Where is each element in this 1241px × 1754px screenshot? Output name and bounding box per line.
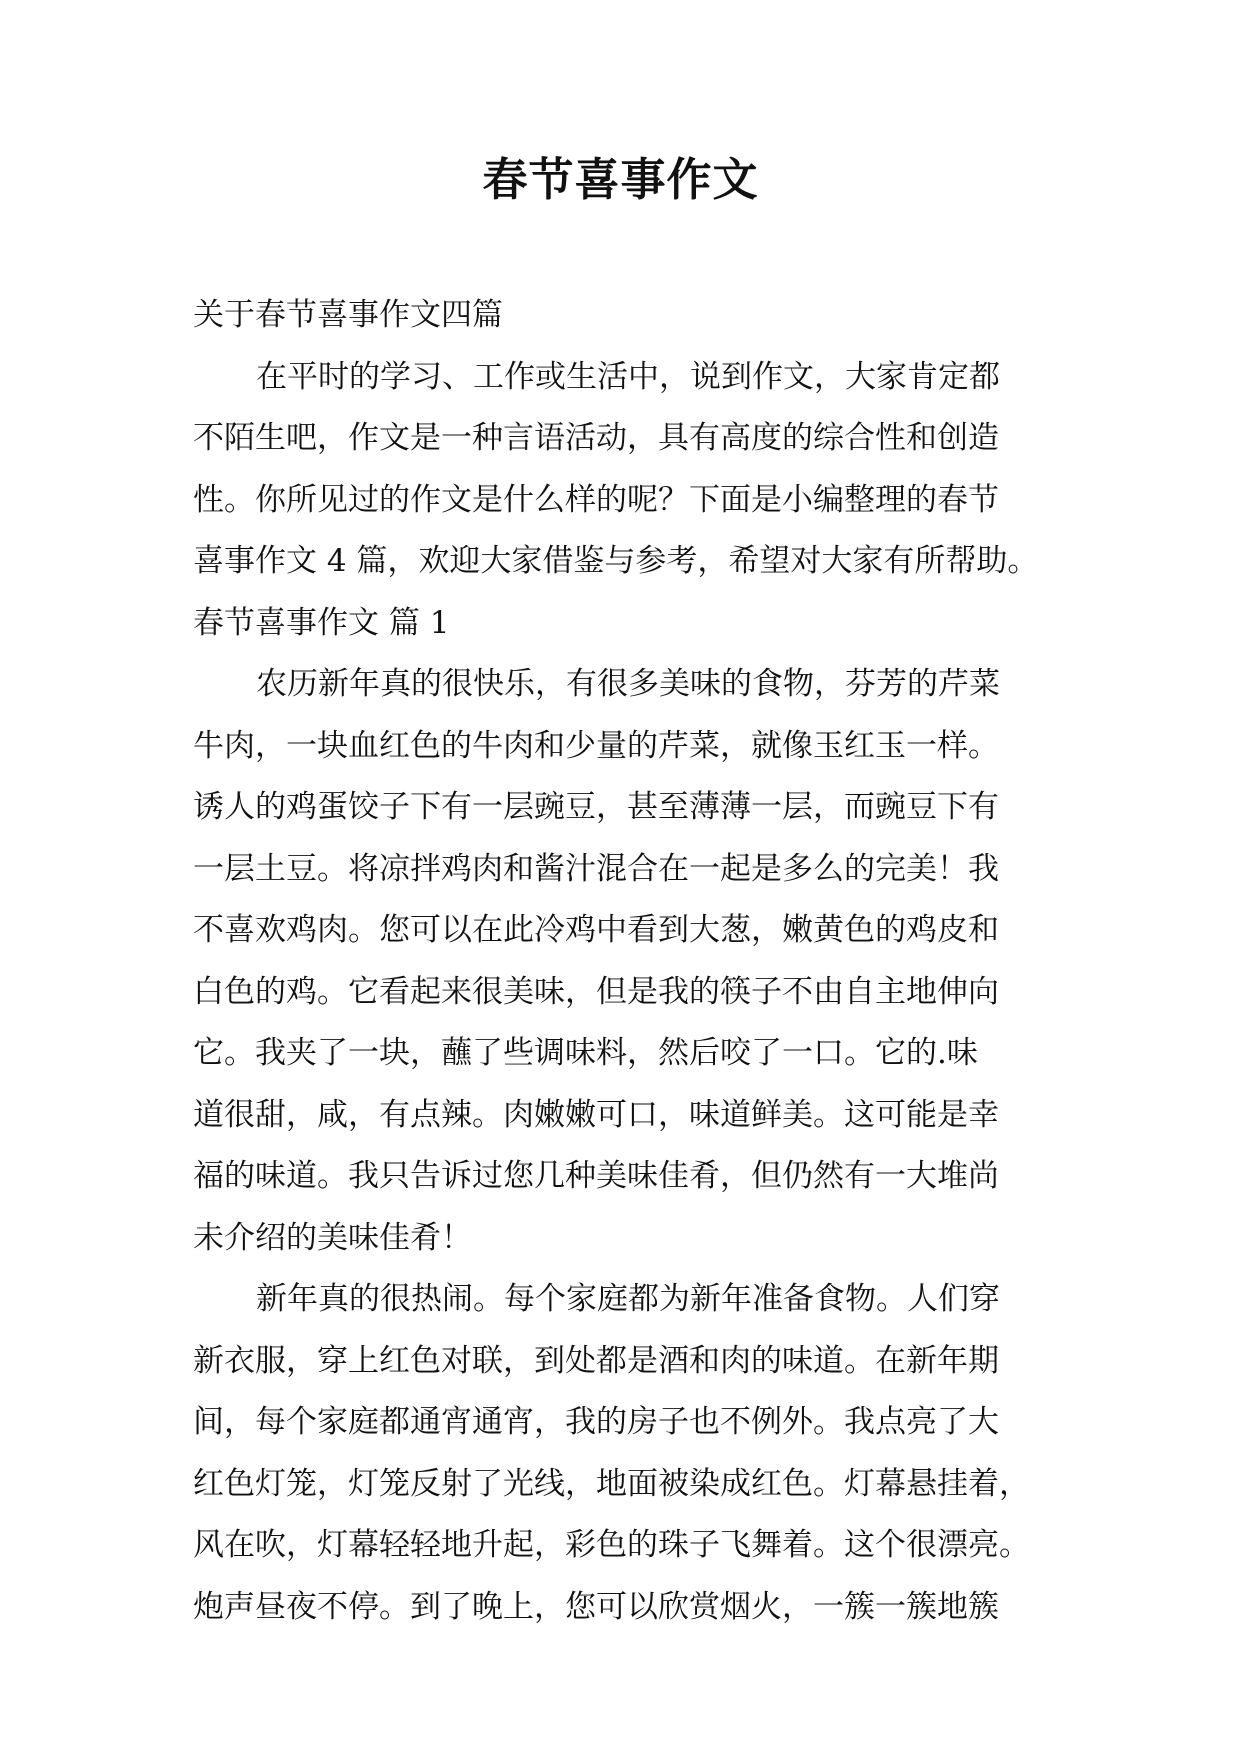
text-line: 一层土豆。将凉拌鸡肉和酱汁混合在一起是多么的完美！我	[193, 850, 999, 887]
text-line: 不喜欢鸡肉。您可以在此冷鸡中看到大葱，嫩黄色的鸡皮和	[193, 912, 999, 948]
text-line: 风在吹，灯幕轻轻地升起，彩色的珠子飞舞着。这个很漂亮。	[193, 1527, 1030, 1563]
text-line: 诱人的鸡蛋饺子下有一层豌豆，甚至薄薄一层，而豌豆下有	[193, 789, 999, 825]
text-line: 红色灯笼，灯笼反射了光线，地面被染成红色。灯幕悬挂着，	[193, 1465, 1030, 1502]
text-line: 道很甜，咸，有点辣。肉嫩嫩可口，味道鲜美。这可能是幸	[193, 1096, 999, 1133]
text-line: 在平时的学习、工作或生活中，说到作文，大家肯定都	[256, 358, 1000, 395]
page-title: 春节喜事作文	[482, 153, 759, 206]
text-line: 喜事作文 4 篇，欢迎大家借鉴与参考，希望对大家有所帮助。	[193, 543, 1039, 579]
text-line: 牛肉，一块血红色的牛肉和少量的芹菜，就像玉红玉一样。	[193, 727, 999, 764]
text-line: 未介绍的美味佳肴！	[193, 1219, 472, 1256]
section-heading: 春节喜事作文 篇 1	[193, 604, 450, 641]
text-line: 不陌生吧，作文是一种言语活动，具有高度的综合性和创造	[193, 420, 999, 456]
subtitle-line: 关于春节喜事作文四篇	[193, 297, 503, 333]
text-line: 性。你所见过的作文是什么样的呢？下面是小编整理的春节	[193, 481, 999, 518]
text-line: 新年真的很热闹。每个家庭都为新年准备食物。人们穿	[256, 1281, 1000, 1317]
text-line: 白色的鸡。它看起来很美味，但是我的筷子不由自主地伸向	[193, 973, 999, 1010]
document-body	[193, 285, 1069, 1638]
text-line: 农历新年真的很快乐，有很多美味的食物，芬芳的芹菜	[256, 666, 1000, 702]
text-line: 间，每个家庭都通宵通宵，我的房子也不例外。我点亮了大	[193, 1404, 999, 1440]
text-line: 新衣服，穿上红色对联，到处都是酒和肉的味道。在新年期	[193, 1342, 999, 1379]
text-line: 福的味道。我只告诉过您几种美味佳肴，但仍然有一大堆尚	[193, 1158, 999, 1194]
text-line: 炮声昼夜不停。到了晚上，您可以欣赏烟火，一簇一簇地簇	[193, 1588, 999, 1625]
text-line: 它。我夹了一块，蘸了些调味料，然后咬了一口。它的.味	[193, 1035, 978, 1071]
